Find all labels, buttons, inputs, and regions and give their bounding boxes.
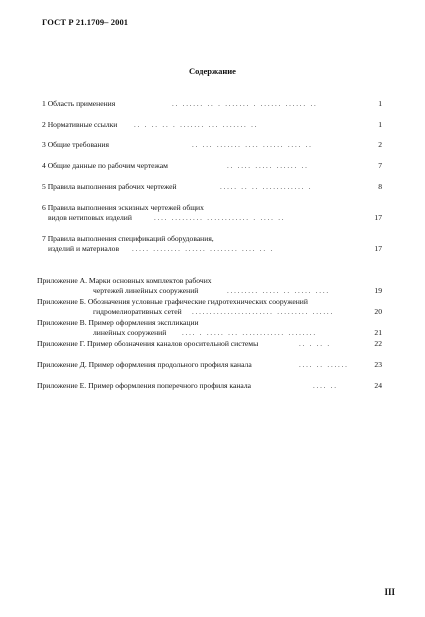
- toc-entry-page: 8: [378, 182, 382, 191]
- toc-entry-label: 2 Нормативные ссылки: [42, 120, 118, 129]
- toc-entry-label: Приложение Д. Пример оформления продольного профиля канала: [37, 360, 252, 369]
- leader-dots: .. . .. .. . ....... ... ....... ..: [134, 121, 259, 129]
- page-number: III: [384, 587, 395, 597]
- toc-entry-page: 20: [374, 307, 382, 316]
- leader-dots: .... . ..... ... ............ ........: [182, 329, 317, 337]
- toc-appendix-a[interactable]: [37, 276, 382, 296]
- leader-dots: .... ......... ............ . .... ..: [154, 214, 286, 222]
- toc-entry-page: 1: [378, 99, 382, 108]
- toc-entry-label: 3 Общие требования: [42, 140, 109, 149]
- toc-entry-label-cont: гидромелиоративных сетей: [93, 307, 182, 316]
- toc-appendix-b[interactable]: [37, 297, 382, 317]
- toc-entry-6[interactable]: [42, 203, 382, 223]
- toc-entry-label: Приложение Е. Пример оформления поперечного профиля канала: [37, 381, 251, 390]
- toc-entry-page: 7: [378, 161, 382, 170]
- toc-entry-1[interactable]: [42, 99, 382, 109]
- toc-entry-7[interactable]: [42, 234, 382, 254]
- leader-dots: ..... ........ ...... ........ .... .. .: [132, 245, 274, 253]
- leader-dots: .. . .. .: [299, 340, 331, 348]
- toc-entry-label: 7 Правила выполнения спецификаций оборудования,: [42, 234, 214, 243]
- toc-entry-label-cont: изделий и материалов: [48, 244, 120, 253]
- leader-dots: ..... .. .. ............ .: [220, 183, 313, 191]
- leader-dots: .. ... ....... .... ...... .... ..: [192, 141, 313, 149]
- toc-entry-page: 22: [374, 339, 382, 348]
- leader-dots: .... .. ......: [299, 361, 349, 369]
- toc-entry-page: 1: [378, 120, 382, 129]
- toc-entry-label: Приложение А. Марки основных комплектов рабочих: [37, 276, 212, 285]
- toc-appendix-g[interactable]: [37, 339, 382, 349]
- toc-entry-page: 24: [374, 381, 382, 390]
- toc-entry-5[interactable]: [42, 182, 382, 192]
- toc-entry-label-cont: видов нетиповых изделий: [48, 213, 132, 222]
- leader-dots: .. ...... .. . ....... . ...... ...... ..: [172, 100, 318, 108]
- toc-entry-label: 4 Общие данные по рабочим чертежам: [42, 161, 168, 170]
- toc-entry-label: Приложение Г. Пример обозначения каналов оросительной системы: [37, 339, 259, 348]
- toc-entry-page: 23: [374, 360, 382, 369]
- toc-entry-3[interactable]: [42, 140, 382, 150]
- leader-dots: .. .... ..... ...... ..: [227, 162, 309, 170]
- toc-entry-page: 19: [374, 286, 382, 295]
- leader-dots: ....................... ......... ......: [192, 308, 334, 316]
- toc-entry-label: Приложение В. Пример оформления экспликации: [37, 318, 199, 327]
- toc-entry-label: 1 Область применения: [42, 99, 116, 108]
- toc-entry-label: 6 Правила выполнения эскизных чертежей общих: [42, 203, 204, 212]
- toc-entry-page: 17: [374, 244, 382, 253]
- leader-dots: ......... ..... .. ..... ....: [227, 287, 330, 295]
- toc-entry-page: 21: [374, 328, 382, 337]
- toc-entry-label: Приложение Б. Обозначения условные графические гидротехнических сооружений: [37, 297, 308, 306]
- toc-appendix-e[interactable]: [37, 381, 382, 391]
- toc-entry-page: 17: [374, 213, 382, 222]
- leader-dots: .... ..: [313, 382, 338, 390]
- toc-entry-page: 2: [378, 140, 382, 149]
- toc-appendix-v[interactable]: [37, 318, 382, 338]
- toc-title: Содержание: [189, 66, 236, 76]
- toc-appendix-d[interactable]: [37, 360, 382, 370]
- document-code-header: ГОСТ Р 21.1709– 2001: [42, 17, 129, 27]
- toc-entry-label-cont: чертежей линейных сооружений: [93, 286, 199, 295]
- toc-entry-4[interactable]: [42, 161, 382, 171]
- toc-entry-label-cont: линейных сооружений: [93, 328, 167, 337]
- toc-entry-2[interactable]: [42, 120, 382, 130]
- toc-entry-label: 5 Правила выполнения рабочих чертежей: [42, 182, 177, 191]
